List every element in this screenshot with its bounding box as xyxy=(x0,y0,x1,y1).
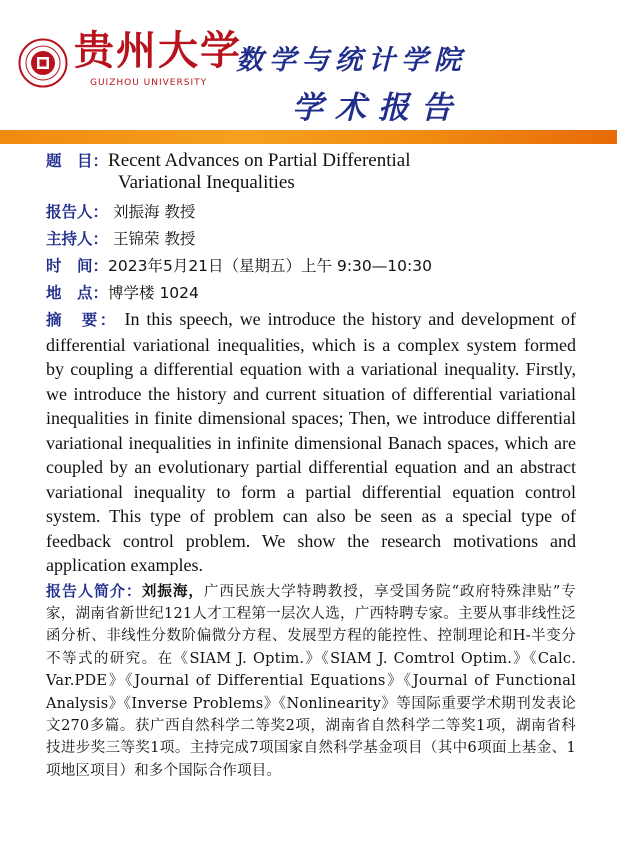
speaker-row xyxy=(46,200,576,224)
place-row xyxy=(46,281,576,305)
talk-title-line2: Variational Inequalities xyxy=(118,172,295,193)
university-name: 贵州大学 xyxy=(74,27,242,74)
abstract-label: 摘 要： xyxy=(46,311,118,329)
university-seal-logo xyxy=(18,38,68,88)
place-label: 地 点： xyxy=(46,284,109,302)
time-label: 时 间： xyxy=(46,257,109,275)
bio-label: 报告人简介： xyxy=(46,581,142,600)
time-value: 2023年5月21日（星期五）上午 9:30—10:30 xyxy=(108,257,432,275)
talk-details xyxy=(46,150,576,782)
abstract-text: In this speech, we introduce the history and development of differential variational inequalities, which is a complex system formed by coupling a differential equation with a variational inequality. Firstly, we introduce the history and current situation of differential variational inequalities in finite dimensional spaces; Then, we introduce differential variational inequalities in infinite dimensional Banach spaces, which are coupled by an evolutionary partial differential equation and an abstract variational inequality to form a partial differential equation control system. This type of problem can also be seen as a special type of feedback control problem. We show the research motivations and application examples. xyxy=(46,309,576,575)
bio-text: 广西民族大学特聘教授，享受国务院“政府特殊津贴”专家，湖南省新世纪121人才工程第一层次人选，广西特聘专家。主要从事非线性泛函分析、非线性分数阶偏微分方程、发展型方程的能控性、控制理论和H-半变分不等式的研究。在《SIAM J. Optim.》《SIAM J. Comtrol Optim.》《Calc. Var.PDE》《Journal of Differential Equations》《Journal of Functional Analysis》《Inverse Problems》《Nonlinearity》等国际重要学术期刊发表论文270多篇。获广西自然科学二等奖2项，湖南省自然科学二等奖1项，湖南省科技进步奖三等奖1项。主持完成7项国家自然科学基金项目（其中6项面上基金、1项地区项目）和多个国际合作项目。 xyxy=(46,583,576,779)
orange-divider-bar xyxy=(0,130,617,144)
host-value: 王锦荣 教授 xyxy=(112,230,196,248)
host-label: 主持人： xyxy=(46,230,109,248)
bio-speaker-name: 刘振海， xyxy=(141,582,204,600)
host-row xyxy=(46,227,576,251)
talk-title-line1: Recent Advances on Partial Differential xyxy=(108,150,411,171)
poster-header xyxy=(0,0,617,132)
school-name: 数学与统计学院 xyxy=(236,45,467,76)
abstract-paragraph xyxy=(46,307,576,578)
speaker-label: 报告人： xyxy=(46,203,109,221)
speaker-value: 刘振海 教授 xyxy=(112,203,196,221)
title-block xyxy=(46,150,411,194)
place-value: 博学楼 1024 xyxy=(108,284,199,302)
time-row xyxy=(46,254,576,278)
report-type-title: 学术报告 xyxy=(292,90,464,126)
title-row xyxy=(46,150,576,194)
university-name-en: GUIZHOU UNIVERSITY xyxy=(90,78,208,88)
title-label: 题 目： xyxy=(46,152,109,170)
speaker-bio-paragraph xyxy=(46,580,576,783)
